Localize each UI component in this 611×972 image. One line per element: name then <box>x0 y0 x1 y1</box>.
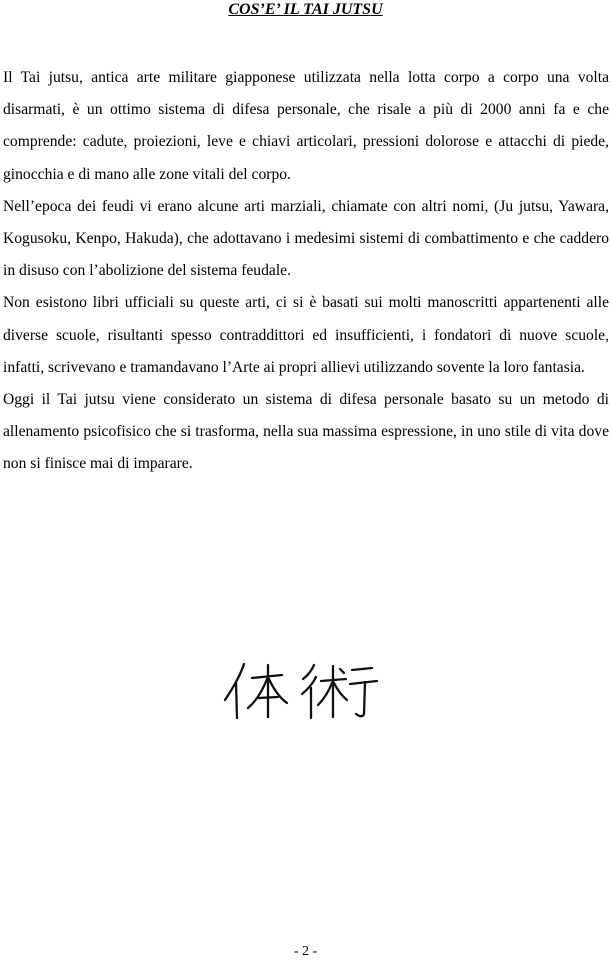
paragraph-4: Oggi il Tai jutsu viene considerato un sistema di difesa personale basato su un metodo di allenamento psicofisico che si trasforma, nella sua massima espressione, in uno stile di vita dove non si finisce mai di imparare. <box>3 391 609 473</box>
tai-jutsu-calligraphy <box>222 660 382 720</box>
paragraph-3: Non esistono libri ufficiali su queste arti, ci si è basati sui molti manoscritti appartenenti alle diverse scuole, risultanti spesso contraddittori ed insufficienti, i fondatori di nuove scuole, infatti, scrivevano e tramandavano l’Arte ai propri allievi utilizzando sovente la loro fantasia. <box>3 294 609 376</box>
paragraph-1: Il Tai jutsu, antica arte militare giapponese utilizzata nella lotta corpo a corpo una volta disarmati, è un ottimo sistema di difesa personale, che risale a più di 2000 anni fa e che comprende: cadute, proiezioni, leve e chiavi articolari, pressioni dolorose e attacchi di piede, ginocchia e di mano alle zone vitali del corpo. <box>3 69 609 183</box>
page-number: - 2 - <box>293 944 318 959</box>
body-text <box>3 62 609 481</box>
paragraph-2: Nell’epoca dei feudi vi erano alcune arti marziali, chiamate con altri nomi, (Ju jutsu, Yawara, Kogusoku, Kenpo, Hakuda), che adottavano i medesimi sistemi di combattimento e che caddero in disuso con l’abolizione del sistema feudale. <box>3 197 609 280</box>
page-title: COS’E’ IL TAI JUTSU <box>228 1 383 18</box>
